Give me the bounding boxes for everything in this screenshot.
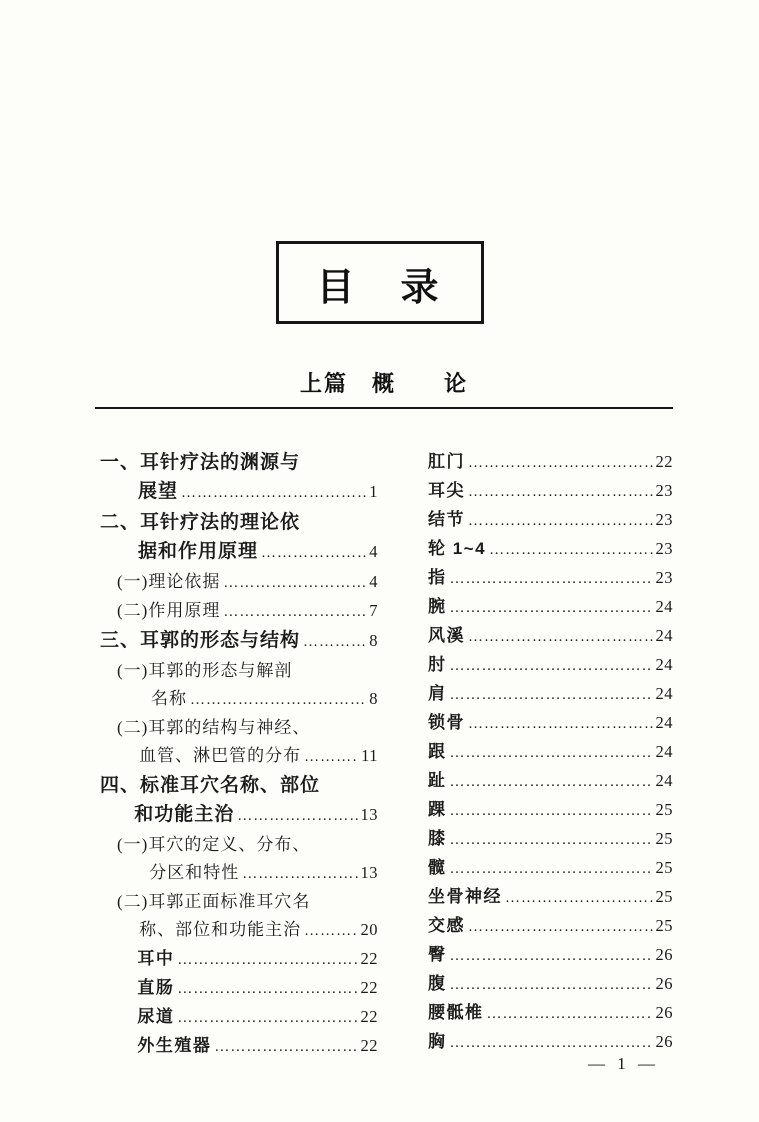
toc-entry bbox=[428, 593, 673, 622]
dot-leader bbox=[450, 680, 653, 709]
toc-entry-row bbox=[428, 622, 673, 651]
toc-column-right bbox=[428, 448, 673, 1057]
toc-entry bbox=[428, 709, 673, 738]
toc-entry-page: 25 bbox=[655, 916, 673, 935]
toc-entry-row bbox=[100, 537, 378, 568]
toc-entry bbox=[428, 651, 673, 680]
toc-entry-row bbox=[428, 825, 673, 854]
toc-entry-text: 外生殖器 bbox=[137, 1036, 212, 1055]
toc-entry bbox=[100, 568, 378, 597]
toc-entry bbox=[100, 508, 378, 568]
toc-entry bbox=[428, 970, 673, 999]
toc-entry bbox=[100, 657, 378, 714]
dot-leader bbox=[468, 912, 653, 941]
toc-entry bbox=[428, 506, 673, 535]
toc-entry-text: 直肠 bbox=[137, 978, 175, 997]
toc-entry-text: 名称 bbox=[151, 689, 187, 708]
toc-entry-text: 血管、淋巴管的分布 bbox=[139, 746, 302, 765]
toc-entry bbox=[100, 1032, 378, 1061]
dot-leader bbox=[450, 941, 653, 970]
toc-entry-text: 膝 bbox=[428, 829, 447, 848]
toc-entry-row bbox=[428, 448, 673, 477]
toc-entry-page: 8 bbox=[369, 631, 378, 650]
toc-entry-row bbox=[428, 477, 673, 506]
toc-entry-row bbox=[100, 448, 378, 477]
toc-entry-row bbox=[100, 974, 378, 1003]
dot-leader bbox=[450, 970, 653, 999]
toc-entry-text: 二、耳针疗法的理论依 bbox=[100, 512, 301, 533]
toc-entry bbox=[100, 714, 378, 771]
toc-entry bbox=[428, 941, 673, 970]
toc-entry-page: 24 bbox=[655, 771, 673, 790]
toc-entry-row bbox=[428, 593, 673, 622]
toc-entry bbox=[100, 771, 378, 831]
toc-entry bbox=[428, 767, 673, 796]
toc-entry bbox=[428, 535, 673, 564]
toc-entry-text: 四、标准耳穴名称、部位 bbox=[100, 775, 321, 796]
toc-entry-text: 指 bbox=[428, 568, 447, 587]
toc-entry-text: 锁骨 bbox=[428, 713, 465, 732]
toc-entry-text: 尿道 bbox=[137, 1007, 175, 1026]
toc-entry-row bbox=[100, 1003, 378, 1032]
toc-entry-page: 23 bbox=[655, 510, 673, 529]
toc-title-box bbox=[275, 241, 483, 324]
toc-entry-text: 腹 bbox=[428, 974, 447, 993]
toc-entry-text: 分区和特性 bbox=[149, 863, 240, 882]
toc-entry-text: 肩 bbox=[428, 684, 447, 703]
dot-leader bbox=[450, 796, 653, 825]
toc-entry-page: 23 bbox=[655, 539, 673, 558]
toc-entry-row bbox=[428, 1028, 673, 1057]
toc-entry-text: 耳尖 bbox=[428, 481, 465, 500]
toc-entry bbox=[428, 477, 673, 506]
toc-entry-text: 称、部位和功能主治 bbox=[139, 920, 302, 939]
dot-leader bbox=[450, 738, 653, 767]
toc-entry bbox=[428, 796, 673, 825]
toc-entry-text: 一、耳针疗法的渊源与 bbox=[100, 452, 301, 473]
toc-entry-text: 展望 bbox=[138, 481, 179, 502]
toc-entry-text: 跟 bbox=[428, 742, 447, 761]
dot-leader bbox=[450, 1028, 653, 1057]
dot-leader bbox=[304, 742, 358, 771]
toc-entry-row bbox=[100, 508, 378, 537]
toc-entry-row bbox=[428, 854, 673, 883]
toc-entry bbox=[428, 883, 673, 912]
toc-entry bbox=[428, 912, 673, 941]
toc-entry-text: 肘 bbox=[428, 655, 447, 674]
toc-entry bbox=[100, 1003, 378, 1032]
toc-entry-row bbox=[428, 709, 673, 738]
toc-entry-page: 13 bbox=[360, 805, 378, 824]
toc-entry-text: (一)耳郭的形态与解剖 bbox=[117, 661, 293, 680]
toc-entry bbox=[428, 854, 673, 883]
dot-leader bbox=[450, 825, 653, 854]
toc-entry-page: 23 bbox=[655, 481, 673, 500]
toc-entry-page: 26 bbox=[655, 1003, 673, 1022]
toc-entry bbox=[428, 564, 673, 593]
toc-entry-row bbox=[428, 970, 673, 999]
toc-entry-text: 髋 bbox=[428, 858, 447, 877]
toc-entry bbox=[100, 945, 378, 974]
dot-leader bbox=[223, 597, 366, 626]
toc-entry-row bbox=[100, 800, 378, 831]
toc-entry bbox=[100, 626, 378, 657]
toc-entry-text: 耳中 bbox=[137, 949, 175, 968]
toc-entry-text: 臀 bbox=[428, 945, 447, 964]
toc-entry-row bbox=[428, 912, 673, 941]
toc-entry-page: 24 bbox=[655, 742, 673, 761]
dot-leader bbox=[489, 535, 652, 564]
toc-entry-row bbox=[100, 916, 378, 945]
toc-entry bbox=[428, 1028, 673, 1057]
toc-entry-row bbox=[100, 626, 378, 657]
toc-entry bbox=[100, 888, 378, 945]
toc-entry-row bbox=[428, 883, 673, 912]
toc-entry-row bbox=[100, 714, 378, 742]
toc-entry-row bbox=[428, 680, 673, 709]
dot-leader bbox=[468, 448, 653, 477]
toc-entry-row bbox=[100, 685, 378, 714]
toc-entry-row bbox=[428, 651, 673, 680]
dot-leader bbox=[177, 974, 357, 1003]
toc-entry-page: 11 bbox=[361, 746, 378, 765]
toc-entry-text: 坐骨神经 bbox=[428, 887, 502, 906]
toc-entry-row bbox=[428, 535, 673, 564]
toc-entry-row bbox=[428, 738, 673, 767]
dot-leader bbox=[304, 916, 357, 945]
toc-entry-text: 胸 bbox=[428, 1032, 447, 1051]
dot-leader bbox=[177, 945, 357, 974]
dot-leader bbox=[214, 1032, 357, 1061]
toc-entry-page: 1 bbox=[369, 482, 378, 501]
toc-entry-row bbox=[100, 945, 378, 974]
toc-entry-text: 腕 bbox=[428, 597, 447, 616]
dot-leader bbox=[190, 685, 366, 714]
toc-entry-text: (一)理论依据 bbox=[117, 572, 221, 591]
toc-entry-page: 22 bbox=[360, 949, 378, 968]
toc-entry-row bbox=[428, 564, 673, 593]
toc-entry-page: 4 bbox=[369, 572, 378, 591]
dot-leader bbox=[468, 477, 653, 506]
toc-entry-row bbox=[100, 1032, 378, 1061]
toc-entry-text: 结节 bbox=[428, 510, 465, 529]
toc-entry bbox=[428, 825, 673, 854]
toc-entry-row bbox=[428, 506, 673, 535]
toc-entry-row bbox=[428, 796, 673, 825]
toc-entry-page: 25 bbox=[655, 887, 673, 906]
toc-entry-row bbox=[100, 597, 378, 626]
dot-leader bbox=[450, 593, 653, 622]
toc-entry-text: 轮 1~4 bbox=[428, 539, 487, 558]
toc-entry-page: 25 bbox=[655, 858, 673, 877]
dot-leader bbox=[237, 800, 357, 831]
toc-entry-page: 22 bbox=[360, 978, 378, 997]
toc-entry-page: 23 bbox=[655, 568, 673, 587]
dot-leader bbox=[242, 859, 357, 888]
toc-entry-page: 24 bbox=[655, 597, 673, 616]
dot-leader bbox=[177, 1003, 357, 1032]
toc-entry-row bbox=[100, 859, 378, 888]
dot-leader bbox=[450, 651, 653, 680]
dot-leader bbox=[505, 883, 653, 912]
toc-entry-page: 22 bbox=[360, 1036, 378, 1055]
toc-entry-page: 22 bbox=[360, 1007, 378, 1026]
toc-entry-text: 和功能主治 bbox=[134, 804, 235, 825]
toc-entry-page: 25 bbox=[655, 800, 673, 819]
dot-leader bbox=[468, 709, 653, 738]
toc-entry-row bbox=[100, 568, 378, 597]
dot-leader bbox=[261, 537, 366, 568]
toc-entry-text: 交感 bbox=[428, 916, 465, 935]
toc-entry-text: (一)耳穴的定义、分布、 bbox=[117, 835, 311, 854]
toc-entry-page: 26 bbox=[655, 1032, 673, 1051]
toc-entry bbox=[428, 999, 673, 1028]
dot-leader bbox=[487, 999, 653, 1028]
toc-entry-text: 腰骶椎 bbox=[428, 1003, 484, 1022]
toc-entry-page: 8 bbox=[369, 689, 378, 708]
dot-leader bbox=[181, 477, 366, 508]
dot-leader bbox=[223, 568, 366, 597]
toc-entry-page: 24 bbox=[655, 626, 673, 645]
toc-entry-page: 26 bbox=[655, 974, 673, 993]
toc-entry bbox=[100, 974, 378, 1003]
toc-entry-page: 20 bbox=[360, 920, 378, 939]
page-number: — 1 — bbox=[588, 1054, 659, 1073]
toc-entry-row bbox=[428, 999, 673, 1028]
toc-entry bbox=[428, 680, 673, 709]
dot-leader bbox=[450, 564, 653, 593]
toc-column-left bbox=[100, 448, 378, 1061]
toc-entry-text: 踝 bbox=[428, 800, 447, 819]
toc-entry-row bbox=[428, 941, 673, 970]
toc-entry-page: 26 bbox=[655, 945, 673, 964]
toc-entry bbox=[100, 831, 378, 888]
dot-leader bbox=[468, 506, 653, 535]
toc-entry-page: 24 bbox=[655, 655, 673, 674]
toc-entry-text: (二)耳郭正面标准耳穴名 bbox=[117, 892, 311, 911]
toc-entry-text: 风溪 bbox=[428, 626, 465, 645]
toc-entry bbox=[428, 738, 673, 767]
toc-entry-page: 25 bbox=[655, 829, 673, 848]
toc-entry-row bbox=[100, 477, 378, 508]
toc-entry bbox=[100, 597, 378, 626]
section-header bbox=[95, 367, 673, 409]
toc-entry bbox=[428, 448, 673, 477]
toc-entry-row bbox=[100, 657, 378, 685]
toc-entry bbox=[428, 622, 673, 651]
dot-leader bbox=[450, 854, 653, 883]
section-header-text: 上篇 概 论 bbox=[299, 371, 468, 396]
toc-entry-text: 肛门 bbox=[428, 452, 465, 471]
toc-entry-row bbox=[100, 831, 378, 859]
toc-title: 目 录 bbox=[316, 267, 443, 309]
toc-entry-page: 22 bbox=[655, 452, 673, 471]
toc-entry-page: 24 bbox=[655, 713, 673, 732]
dot-leader bbox=[303, 626, 366, 657]
toc-entry-page: 4 bbox=[369, 542, 378, 561]
toc-entry-text: (二)作用原理 bbox=[117, 601, 221, 620]
toc-entry-page: 7 bbox=[369, 601, 378, 620]
toc-entry-text: 三、耳郭的形态与结构 bbox=[100, 630, 301, 651]
toc-entry-text: (二)耳郭的结构与神经、 bbox=[117, 718, 311, 737]
toc-entry-row bbox=[428, 767, 673, 796]
toc-entry-row bbox=[100, 771, 378, 800]
toc-entry-text: 据和作用原理 bbox=[138, 541, 259, 562]
dot-leader bbox=[468, 622, 653, 651]
toc-entry bbox=[100, 448, 378, 508]
toc-entry-page: 13 bbox=[360, 863, 378, 882]
dot-leader bbox=[450, 767, 653, 796]
toc-entry-row bbox=[100, 742, 378, 771]
toc-entry-row bbox=[100, 888, 378, 916]
toc-entry-page: 24 bbox=[655, 684, 673, 703]
toc-entry-text: 趾 bbox=[428, 771, 447, 790]
